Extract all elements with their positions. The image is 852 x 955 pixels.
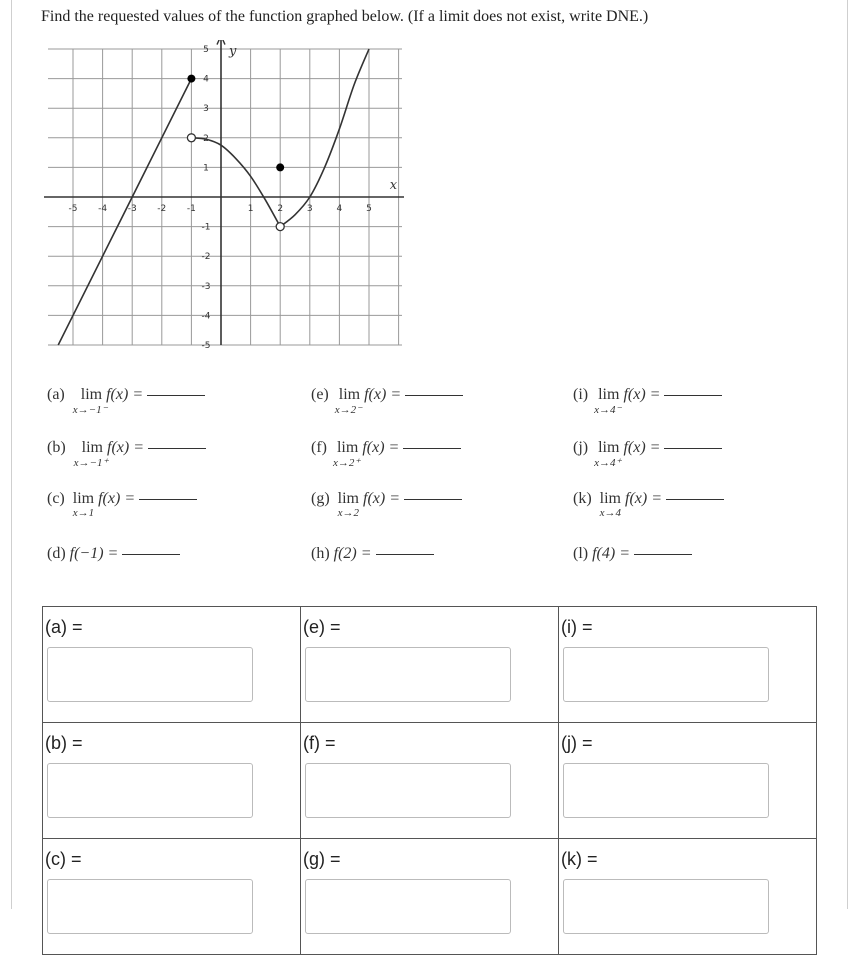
question-label: (c) — [47, 490, 65, 507]
question-b — [47, 439, 206, 469]
y-axis-label: y — [229, 43, 237, 59]
fx-expression: f(x) = — [362, 439, 400, 456]
y-tick-label: 5 — [203, 45, 209, 55]
answer-cell-i — [559, 607, 817, 723]
page-border-left — [11, 0, 12, 909]
answer-cell-j — [559, 723, 817, 839]
answer-cell-e — [301, 607, 559, 723]
answer-blank — [664, 394, 722, 396]
lim-operator: lim x→2⁺ — [332, 439, 361, 469]
answer-input-g[interactable] — [305, 879, 511, 934]
lim-operator: lim x→4⁻ — [594, 386, 622, 416]
question-label: (a) — [47, 386, 65, 403]
question-a — [47, 386, 205, 416]
answer-cell-g — [301, 839, 559, 955]
fx-expression: f(x) = — [98, 490, 136, 507]
answer-blank — [404, 498, 462, 500]
fx-expression: f(x) = — [107, 439, 144, 456]
question-f — [311, 439, 461, 469]
answer-label: (j) = — [561, 733, 593, 753]
lim-operator: lim x→2 — [337, 490, 360, 519]
question-g — [311, 490, 462, 519]
question-label: (k) — [573, 490, 592, 507]
y-tick-label: 2 — [203, 133, 209, 144]
lim-operator: lim x→4⁺ — [594, 439, 622, 469]
question-d — [47, 545, 180, 563]
fx-expression: f(x) = — [363, 490, 400, 507]
lim-operator: lim x→−1⁻ — [72, 386, 108, 416]
curve-segment-1 — [58, 79, 191, 345]
answer-blank — [122, 553, 180, 555]
problem-prompt: Find the requested values of the function graphed below. (If a limit does not exist, write DNE.) — [41, 8, 649, 25]
x-tick-label: -2 — [157, 204, 167, 214]
question-label: (i) — [573, 386, 589, 403]
answer-cell-b — [43, 723, 301, 839]
filled-point — [187, 75, 195, 83]
value-expression: f(2) = — [333, 545, 372, 562]
question-j — [573, 439, 722, 469]
y-tick-label: 4 — [203, 74, 209, 85]
table-row — [43, 839, 817, 955]
y-tick-label: 1 — [203, 163, 209, 174]
question-label: (f) — [311, 439, 327, 456]
fx-expression: f(x) = — [623, 386, 661, 403]
answer-input-k[interactable] — [563, 879, 769, 934]
answer-blank — [666, 498, 724, 500]
answer-input-i[interactable] — [563, 647, 769, 702]
y-tick-label: 3 — [203, 104, 209, 115]
x-axis-label: x — [389, 178, 398, 193]
answer-label: (a) = — [45, 617, 83, 637]
y-tick-label: -1 — [201, 222, 211, 233]
x-tick-label: -4 — [98, 204, 108, 214]
x-tick-label: 1 — [247, 204, 254, 214]
y-tick-label: -4 — [201, 311, 211, 322]
lim-operator: lim x→2⁻ — [334, 386, 362, 416]
question-i — [573, 386, 722, 416]
value-expression: f(−1) = — [69, 545, 119, 562]
x-tick-label: 4 — [336, 204, 343, 214]
y-tick-label: -2 — [201, 252, 211, 263]
answer-blank — [664, 447, 722, 449]
question-label: (e) — [311, 386, 329, 403]
answer-label: (f) = — [303, 733, 336, 753]
question-label: (h) — [311, 545, 330, 562]
answer-input-c[interactable] — [47, 879, 253, 934]
answer-label: (b) = — [45, 733, 83, 753]
answer-blank — [405, 394, 463, 396]
page-border-right — [847, 0, 848, 909]
function-graph — [40, 40, 410, 350]
table-row — [43, 723, 817, 839]
lim-operator: lim x→−1⁺ — [73, 439, 109, 469]
y-tick-label: -5 — [201, 341, 211, 350]
value-expression: f(4) = — [592, 545, 631, 562]
curve-segment-2 — [191, 138, 280, 227]
answer-cell-f — [301, 723, 559, 839]
open-point — [276, 223, 284, 231]
fx-expression: f(x) = — [623, 439, 661, 456]
x-tick-label: -1 — [186, 204, 196, 214]
answer-blank — [147, 394, 205, 396]
question-h — [311, 545, 434, 563]
answer-input-j[interactable] — [563, 763, 769, 818]
filled-point — [276, 163, 284, 171]
fx-expression: f(x) = — [364, 386, 402, 403]
answer-blank — [148, 447, 206, 449]
question-label: (g) — [311, 490, 330, 507]
answer-input-b[interactable] — [47, 763, 253, 818]
question-l — [573, 545, 692, 563]
question-label: (d) — [47, 545, 66, 562]
answer-cell-k — [559, 839, 817, 955]
answer-input-f[interactable] — [305, 763, 511, 818]
answer-table — [42, 606, 817, 955]
answer-blank — [403, 447, 461, 449]
x-tick-label: -3 — [127, 204, 137, 214]
table-row — [43, 607, 817, 723]
question-label: (j) — [573, 439, 589, 456]
x-tick-label: 2 — [277, 204, 284, 214]
answer-blank — [139, 498, 197, 500]
answer-blank — [634, 553, 692, 555]
y-tick-label: -3 — [201, 281, 211, 292]
answer-cell-a — [43, 607, 301, 723]
answer-label: (k) = — [561, 849, 598, 869]
answer-label: (e) = — [303, 617, 341, 637]
question-e — [311, 386, 463, 416]
fx-expression: f(x) = — [106, 386, 144, 403]
answer-label: (g) = — [303, 849, 341, 869]
lim-operator: lim x→1 — [72, 490, 95, 519]
question-label: (l) — [573, 545, 589, 562]
question-c — [47, 490, 197, 519]
question-k — [573, 490, 724, 519]
open-point — [187, 134, 195, 142]
x-tick-label: 5 — [366, 204, 372, 214]
answer-cell-c — [43, 839, 301, 955]
x-tick-label: 3 — [306, 204, 313, 214]
answer-blank — [376, 553, 434, 555]
answer-input-a[interactable] — [47, 647, 253, 702]
x-tick-label: -5 — [68, 204, 78, 214]
answer-input-e[interactable] — [305, 647, 511, 702]
answer-label: (c) = — [45, 849, 82, 869]
fx-expression: f(x) = — [625, 490, 662, 507]
answer-label: (i) = — [561, 617, 593, 637]
lim-operator: lim x→4 — [599, 490, 622, 519]
question-label: (b) — [47, 439, 66, 456]
